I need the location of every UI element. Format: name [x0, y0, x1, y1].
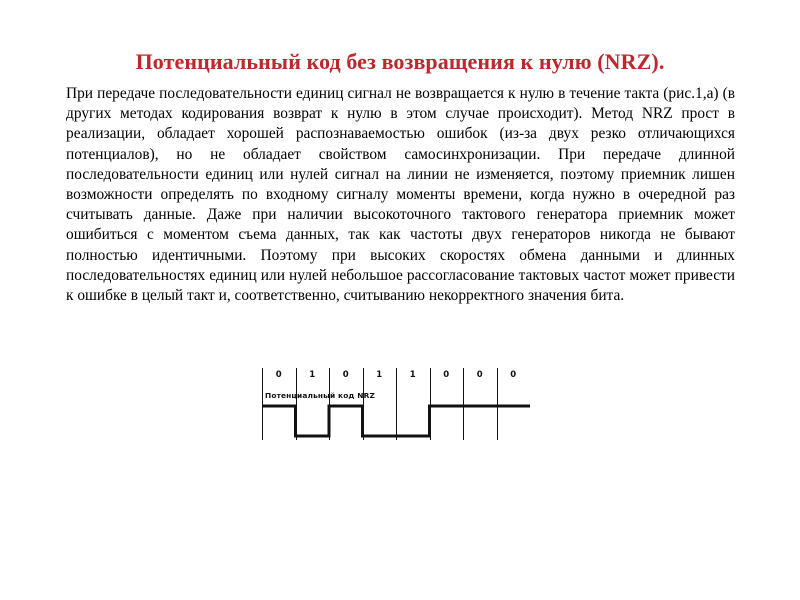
bit-label: 0: [443, 370, 450, 380]
bit-label: 0: [342, 370, 349, 380]
bit-label: 1: [309, 370, 316, 380]
nrz-code-caption: Потенциальный код NRZ: [265, 391, 375, 400]
bit-label: 0: [476, 370, 483, 380]
nrz-waveform-diagram: [262, 366, 530, 444]
page-title: Потенциальный код без возвращения к нулю (NRZ).: [135, 49, 665, 74]
bit-label: 1: [376, 370, 383, 380]
bit-label-row: [262, 366, 530, 384]
bit-label: 0: [275, 370, 282, 380]
bit-label: 0: [510, 370, 517, 380]
bit-label: 1: [409, 370, 416, 380]
body-paragraph: При передаче последовательности единиц сигнал не возвращается к нулю в течение такта (рис.1,а) (в других методах кодирования возврат к нулю в этом случае происходит). Метод NRZ прост в реализации, обладает хорошей распознаваемостью ошибок (из-за двух резко отличающихся потенциалов), но не обладает свойством самосинхронизации. При передаче длинной последовательности единиц или нулей сигнал на линии не изменяется, поэтому приемник лишен возможности определять по входному сигналу моменты времени, когда нужно в очередной раз считывать данные. Даже при наличии высокоточного тактового генератора приемник может ошибиться с моментом съема данных, так как частоты двух генераторов никогда не бывают полностью идентичными. Поэтому при высоких скоростях обмена данными и длинных последовательностях единиц или нулей небольшое рассогласование тактовых частот может привести к ошибке в целый такт и, соответственно, считыванию некорректного значения бита.: [66, 85, 735, 305]
